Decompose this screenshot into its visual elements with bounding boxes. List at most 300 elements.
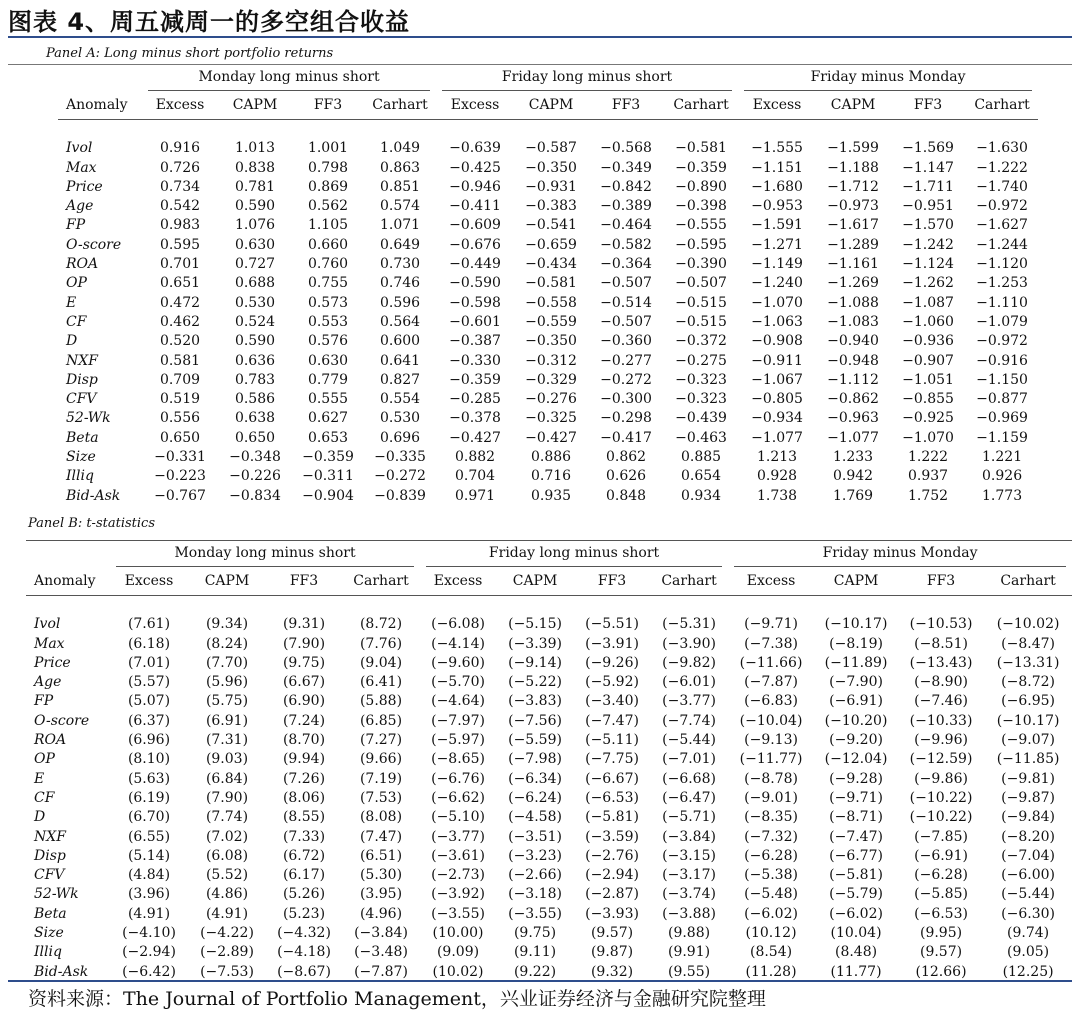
value-cell: (9.31) bbox=[282, 616, 326, 633]
panel-b-column-header-row bbox=[26, 567, 1072, 596]
value-cell: (6.72) bbox=[282, 847, 326, 864]
value-cell: (−5.22) bbox=[508, 674, 562, 691]
column-header: FF3 bbox=[574, 567, 650, 596]
panel-a-group-spacer bbox=[58, 65, 142, 91]
value-cell: (−8.71) bbox=[829, 809, 883, 826]
value-cell: 0.573 bbox=[307, 294, 349, 311]
value-cell: (−10.04) bbox=[739, 712, 803, 729]
value-cell: 0.581 bbox=[159, 352, 201, 369]
value-cell: (−9.96) bbox=[914, 732, 968, 749]
value-cell: (12.66) bbox=[915, 963, 967, 980]
value-cell: 0.576 bbox=[307, 333, 349, 350]
table-row bbox=[26, 712, 1072, 731]
value-cell: (6.91) bbox=[205, 712, 249, 729]
value-cell: (−2.76) bbox=[585, 847, 639, 864]
value-cell: −0.842 bbox=[600, 178, 652, 195]
value-cell: (6.96) bbox=[127, 732, 171, 749]
spacer-cell bbox=[26, 596, 1072, 616]
value-cell: 0.942 bbox=[833, 468, 874, 485]
value-cell: (−8.72) bbox=[1001, 674, 1055, 691]
value-cell: (−9.71) bbox=[829, 789, 883, 806]
value-cell: (9.75) bbox=[282, 654, 326, 671]
source-note: 资料来源：The Journal of Portfolio Management，兴业证券经济与金融研究院整理 bbox=[28, 988, 766, 1010]
panel-a-group-label: Friday minus Monday bbox=[744, 65, 1032, 91]
value-cell: (−3.83) bbox=[508, 693, 562, 710]
value-cell: 0.709 bbox=[159, 371, 201, 388]
panel-a-column-header-row bbox=[58, 91, 1038, 120]
value-cell: (−4.22) bbox=[200, 925, 254, 942]
value-cell: −0.427 bbox=[525, 429, 577, 446]
panel-b-body bbox=[26, 596, 1072, 982]
table-row bbox=[58, 236, 1038, 255]
value-cell: (8.70) bbox=[282, 732, 326, 749]
value-cell: (8.54) bbox=[749, 944, 793, 961]
anomaly-name-cell: D bbox=[34, 809, 46, 826]
panel-a-group-label: Friday long minus short bbox=[442, 65, 732, 91]
value-cell: 0.654 bbox=[680, 468, 722, 485]
panel-b-title: Panel B: t-statistics bbox=[28, 516, 155, 531]
value-cell: −1.150 bbox=[976, 371, 1028, 388]
value-cell: −0.559 bbox=[525, 313, 577, 330]
value-cell: (−3.51) bbox=[508, 828, 562, 845]
value-cell: (−2.94) bbox=[122, 944, 176, 961]
value-cell: −0.275 bbox=[675, 352, 727, 369]
value-cell: (−12.59) bbox=[909, 751, 973, 768]
value-cell: (4.91) bbox=[205, 905, 249, 922]
value-cell: −0.417 bbox=[600, 429, 652, 446]
value-cell: (−6.24) bbox=[508, 789, 562, 806]
table-row bbox=[58, 332, 1038, 351]
value-cell: −0.834 bbox=[229, 487, 281, 504]
value-cell: (−6.28) bbox=[744, 847, 798, 864]
value-cell: (−7.97) bbox=[431, 712, 485, 729]
value-cell: −0.590 bbox=[449, 275, 501, 292]
column-header: Excess bbox=[142, 91, 218, 120]
value-cell: 0.462 bbox=[159, 313, 201, 330]
value-cell: −0.398 bbox=[675, 198, 727, 215]
value-cell: (7.47) bbox=[359, 828, 403, 845]
value-cell: 0.626 bbox=[605, 468, 647, 485]
value-cell: 1.105 bbox=[307, 217, 349, 234]
value-cell: (9.87) bbox=[590, 944, 634, 961]
table-row bbox=[26, 789, 1072, 808]
anomaly-name-cell: FP bbox=[34, 693, 54, 710]
value-cell: −0.272 bbox=[374, 468, 426, 485]
value-cell: (9.57) bbox=[590, 925, 634, 942]
value-cell: (−6.42) bbox=[122, 963, 176, 980]
value-cell: −0.378 bbox=[449, 410, 501, 427]
value-cell: (−5.15) bbox=[508, 616, 562, 633]
value-cell: (−6.02) bbox=[744, 905, 798, 922]
value-cell: (−9.84) bbox=[1001, 809, 1055, 826]
value-cell: (−5.85) bbox=[914, 886, 968, 903]
value-cell: 0.934 bbox=[680, 487, 722, 504]
column-header: Excess bbox=[420, 567, 496, 596]
table-row bbox=[58, 313, 1038, 332]
value-cell: (9.57) bbox=[919, 944, 963, 961]
value-cell: 0.472 bbox=[159, 294, 201, 311]
value-cell: −1.240 bbox=[751, 275, 803, 292]
value-cell: (−10.20) bbox=[824, 712, 888, 729]
value-cell: −1.124 bbox=[902, 256, 954, 273]
column-header: CAPM bbox=[816, 91, 890, 120]
table-row bbox=[26, 847, 1072, 866]
value-cell: 0.726 bbox=[159, 159, 201, 176]
value-cell: −0.272 bbox=[600, 371, 652, 388]
table-row bbox=[26, 885, 1072, 904]
panel-a-group-row bbox=[58, 65, 1038, 91]
value-cell: 0.524 bbox=[234, 313, 276, 330]
value-cell: 0.937 bbox=[908, 468, 949, 485]
value-cell: 0.562 bbox=[307, 198, 349, 215]
value-cell: 0.688 bbox=[234, 275, 276, 292]
value-cell: (−4.32) bbox=[277, 925, 331, 942]
value-cell: 0.641 bbox=[379, 352, 421, 369]
value-cell: −1.242 bbox=[902, 236, 954, 253]
value-cell: (7.90) bbox=[205, 789, 249, 806]
value-cell: 0.586 bbox=[234, 391, 276, 408]
value-cell: (−3.91) bbox=[585, 635, 639, 652]
value-cell: (−3.40) bbox=[585, 693, 639, 710]
value-cell: 0.755 bbox=[307, 275, 349, 292]
value-cell: 1.233 bbox=[833, 449, 874, 466]
value-cell: (11.28) bbox=[745, 963, 797, 980]
panel-b-group-label: Friday long minus short bbox=[426, 541, 722, 567]
value-cell: −0.507 bbox=[675, 275, 727, 292]
value-cell: 1.773 bbox=[982, 487, 1023, 504]
value-cell: (7.74) bbox=[205, 809, 249, 826]
value-cell: −0.767 bbox=[154, 487, 206, 504]
anomaly-name-cell: ROA bbox=[34, 732, 67, 749]
column-header-anomaly: Anomaly bbox=[26, 567, 110, 596]
value-cell: 0.928 bbox=[757, 468, 798, 485]
value-cell: −0.568 bbox=[600, 140, 652, 157]
value-cell: −0.330 bbox=[449, 352, 501, 369]
value-cell: −1.077 bbox=[751, 429, 803, 446]
value-cell: (9.74) bbox=[1007, 925, 1050, 942]
value-cell: (12.25) bbox=[1002, 963, 1054, 980]
value-cell: −0.223 bbox=[154, 468, 206, 485]
value-cell: (−12.04) bbox=[824, 751, 888, 768]
value-cell: (−7.90) bbox=[829, 674, 883, 691]
value-cell: 0.574 bbox=[379, 198, 421, 215]
value-cell: (5.23) bbox=[282, 905, 326, 922]
value-cell: −0.934 bbox=[751, 410, 803, 427]
panel-a-table bbox=[58, 65, 1038, 506]
value-cell: −0.916 bbox=[976, 352, 1028, 369]
value-cell: (10.12) bbox=[745, 925, 797, 942]
value-cell: −1.063 bbox=[751, 313, 803, 330]
value-cell: (−9.28) bbox=[829, 770, 883, 787]
anomaly-name-cell: D bbox=[66, 333, 78, 350]
value-cell: 0.553 bbox=[307, 313, 349, 330]
value-cell: (−3.77) bbox=[662, 693, 716, 710]
value-cell: (4.96) bbox=[359, 905, 403, 922]
value-cell: −0.972 bbox=[976, 198, 1028, 215]
value-cell: 0.650 bbox=[159, 429, 201, 446]
value-cell: −0.907 bbox=[902, 352, 954, 369]
anomaly-name-cell: 52-Wk bbox=[66, 410, 111, 427]
column-header-anomaly: Anomaly bbox=[58, 91, 142, 120]
value-cell: (−6.53) bbox=[914, 905, 968, 922]
value-cell: −0.595 bbox=[675, 236, 727, 253]
value-cell: (−3.55) bbox=[431, 905, 485, 922]
value-cell: (−4.14) bbox=[431, 635, 485, 652]
value-cell: (−6.76) bbox=[431, 770, 485, 787]
value-cell: −0.676 bbox=[449, 236, 501, 253]
value-cell: 0.746 bbox=[379, 275, 421, 292]
value-cell: (7.90) bbox=[282, 635, 326, 652]
value-cell: (−4.58) bbox=[508, 809, 562, 826]
anomaly-name-cell: NXF bbox=[66, 352, 98, 369]
value-cell: −0.226 bbox=[229, 468, 281, 485]
value-cell: −1.627 bbox=[976, 217, 1028, 234]
table-row bbox=[58, 178, 1038, 197]
value-cell: −0.285 bbox=[449, 391, 501, 408]
column-header: Carhart bbox=[664, 91, 738, 120]
value-cell: −0.350 bbox=[525, 333, 577, 350]
anomaly-name-cell: Age bbox=[34, 674, 62, 691]
anomaly-name-cell: OP bbox=[34, 751, 55, 768]
value-cell: (−7.47) bbox=[829, 828, 883, 845]
value-cell: −1.051 bbox=[902, 371, 954, 388]
title-divider bbox=[8, 36, 1072, 38]
anomaly-name-cell: E bbox=[66, 294, 77, 311]
value-cell: −0.581 bbox=[675, 140, 727, 157]
value-cell: −0.925 bbox=[902, 410, 954, 427]
table-row bbox=[58, 371, 1038, 390]
spacer-cell bbox=[58, 120, 1038, 140]
value-cell: 0.630 bbox=[307, 352, 349, 369]
value-cell: −0.325 bbox=[525, 410, 577, 427]
value-cell: −0.311 bbox=[302, 468, 354, 485]
value-cell: (−8.78) bbox=[744, 770, 798, 787]
value-cell: 0.886 bbox=[530, 449, 572, 466]
value-cell: −0.973 bbox=[827, 198, 879, 215]
value-cell: (−6.00) bbox=[1001, 867, 1055, 884]
value-cell: (−7.47) bbox=[585, 712, 639, 729]
table-row bbox=[26, 828, 1072, 847]
value-cell: (9.75) bbox=[513, 925, 557, 942]
value-cell: (−11.66) bbox=[739, 654, 803, 671]
value-cell: (−9.86) bbox=[914, 770, 968, 787]
anomaly-name-cell: CFV bbox=[66, 391, 97, 408]
table-row bbox=[26, 615, 1072, 634]
value-cell: −0.350 bbox=[525, 159, 577, 176]
column-header: CAPM bbox=[514, 91, 588, 120]
value-cell: −0.514 bbox=[600, 294, 652, 311]
table-row bbox=[58, 159, 1038, 178]
value-cell: (−5.70) bbox=[431, 674, 485, 691]
value-cell: (−6.91) bbox=[914, 847, 968, 864]
value-cell: (−9.26) bbox=[585, 654, 639, 671]
value-cell: −0.931 bbox=[525, 178, 577, 195]
value-cell: (7.53) bbox=[359, 789, 403, 806]
value-cell: −1.222 bbox=[976, 159, 1028, 176]
value-cell: (−3.23) bbox=[508, 847, 562, 864]
value-cell: −0.805 bbox=[751, 391, 803, 408]
value-cell: 0.649 bbox=[379, 236, 421, 253]
value-cell: −0.639 bbox=[449, 140, 501, 157]
table-row bbox=[58, 429, 1038, 448]
value-cell: −0.908 bbox=[751, 333, 803, 350]
value-cell: (−8.47) bbox=[1001, 635, 1055, 652]
value-cell: (6.90) bbox=[282, 693, 326, 710]
value-cell: (9.94) bbox=[282, 751, 326, 768]
value-cell: −0.598 bbox=[449, 294, 501, 311]
value-cell: (−5.71) bbox=[662, 809, 716, 826]
value-cell: −0.601 bbox=[449, 313, 501, 330]
panel-a-body bbox=[58, 120, 1038, 506]
value-cell: (9.03) bbox=[205, 751, 249, 768]
value-cell: 1.769 bbox=[833, 487, 874, 504]
value-cell: −0.449 bbox=[449, 256, 501, 273]
value-cell: (−3.90) bbox=[662, 635, 716, 652]
value-cell: −0.335 bbox=[374, 449, 426, 466]
value-cell: (−6.83) bbox=[744, 693, 798, 710]
value-cell: −0.427 bbox=[449, 429, 501, 446]
anomaly-name-cell: Size bbox=[66, 449, 96, 466]
value-cell: (−3.39) bbox=[508, 635, 562, 652]
anomaly-name-cell: FP bbox=[66, 217, 86, 234]
value-cell: −0.855 bbox=[902, 391, 954, 408]
table-row bbox=[58, 255, 1038, 274]
value-cell: −1.120 bbox=[976, 256, 1028, 273]
value-cell: 0.600 bbox=[379, 333, 421, 350]
value-cell: (−7.56) bbox=[508, 712, 562, 729]
spacer-row bbox=[26, 596, 1072, 616]
value-cell: (9.22) bbox=[513, 963, 557, 980]
value-cell: (10.04) bbox=[830, 925, 882, 942]
value-cell: 0.783 bbox=[234, 371, 276, 388]
value-cell: (−5.97) bbox=[431, 732, 485, 749]
value-cell: (5.30) bbox=[359, 867, 403, 884]
value-cell: (3.95) bbox=[359, 886, 403, 903]
value-cell: (9.91) bbox=[667, 944, 711, 961]
value-cell: (−6.08) bbox=[431, 616, 485, 633]
table-row bbox=[58, 274, 1038, 293]
column-header: FF3 bbox=[266, 567, 342, 596]
value-cell: 0.519 bbox=[159, 391, 201, 408]
value-cell: (7.31) bbox=[205, 732, 249, 749]
value-cell: (−6.53) bbox=[585, 789, 639, 806]
value-cell: −0.389 bbox=[600, 198, 652, 215]
value-cell: −0.948 bbox=[827, 352, 879, 369]
value-cell: −0.969 bbox=[976, 410, 1028, 427]
value-cell: (−7.04) bbox=[1001, 847, 1055, 864]
value-cell: (−3.61) bbox=[431, 847, 485, 864]
value-cell: (8.24) bbox=[205, 635, 249, 652]
anomaly-name-cell: O-score bbox=[66, 236, 122, 253]
anomaly-name-cell: Beta bbox=[34, 905, 67, 922]
bottom-divider bbox=[8, 980, 1072, 982]
value-cell: −1.253 bbox=[976, 275, 1028, 292]
value-cell: 0.630 bbox=[234, 236, 276, 253]
value-cell: −0.298 bbox=[600, 410, 652, 427]
table-row bbox=[58, 467, 1038, 486]
column-header: Excess bbox=[436, 91, 514, 120]
value-cell: −0.541 bbox=[525, 217, 577, 234]
value-cell: (−6.34) bbox=[508, 770, 562, 787]
value-cell: −0.300 bbox=[600, 391, 652, 408]
value-cell: (11.77) bbox=[830, 963, 882, 980]
value-cell: −1.088 bbox=[827, 294, 879, 311]
anomaly-name-cell: CFV bbox=[34, 867, 65, 884]
value-cell: 0.882 bbox=[454, 449, 496, 466]
table-row bbox=[58, 409, 1038, 428]
value-cell: 0.595 bbox=[159, 236, 201, 253]
panel-b-group-header bbox=[110, 541, 420, 567]
value-cell: −1.110 bbox=[976, 294, 1028, 311]
value-cell: −0.329 bbox=[525, 371, 577, 388]
value-cell: (5.75) bbox=[205, 693, 249, 710]
value-cell: (7.19) bbox=[359, 770, 403, 787]
value-cell: (3.96) bbox=[127, 886, 171, 903]
value-cell: (−3.55) bbox=[508, 905, 562, 922]
value-cell: (−5.79) bbox=[829, 886, 883, 903]
value-cell: (−5.38) bbox=[744, 867, 798, 884]
column-header: Carhart bbox=[650, 567, 728, 596]
value-cell: (6.37) bbox=[127, 712, 171, 729]
value-cell: (−3.93) bbox=[585, 905, 639, 922]
value-cell: (−8.35) bbox=[744, 809, 798, 826]
value-cell: −0.877 bbox=[976, 391, 1028, 408]
value-cell: −0.904 bbox=[302, 487, 354, 504]
value-cell: 0.651 bbox=[159, 275, 201, 292]
column-header: FF3 bbox=[588, 91, 664, 120]
value-cell: −1.269 bbox=[827, 275, 879, 292]
table-row bbox=[58, 294, 1038, 313]
value-cell: −1.570 bbox=[902, 217, 954, 234]
value-cell: (−6.62) bbox=[431, 789, 485, 806]
value-cell: (−9.60) bbox=[431, 654, 485, 671]
table-row bbox=[58, 448, 1038, 467]
value-cell: (−9.07) bbox=[1001, 732, 1055, 749]
value-cell: (−6.68) bbox=[662, 770, 716, 787]
value-cell: (−5.10) bbox=[431, 809, 485, 826]
value-cell: (5.14) bbox=[127, 847, 171, 864]
value-cell: (−6.30) bbox=[1001, 905, 1055, 922]
value-cell: −1.087 bbox=[902, 294, 954, 311]
value-cell: −1.289 bbox=[827, 236, 879, 253]
value-cell: (6.67) bbox=[282, 674, 326, 691]
value-cell: −0.951 bbox=[902, 198, 954, 215]
value-cell: (−7.87) bbox=[744, 674, 798, 691]
value-cell: (−5.81) bbox=[585, 809, 639, 826]
panel-a-group-header bbox=[738, 65, 1038, 91]
value-cell: −0.515 bbox=[675, 313, 727, 330]
value-cell: 0.555 bbox=[307, 391, 349, 408]
value-cell: 0.760 bbox=[307, 256, 349, 273]
value-cell: (−8.65) bbox=[431, 751, 485, 768]
value-cell: (−4.64) bbox=[431, 693, 485, 710]
value-cell: −1.151 bbox=[751, 159, 803, 176]
anomaly-name-cell: Size bbox=[34, 925, 64, 942]
value-cell: (7.02) bbox=[205, 828, 249, 845]
value-cell: (−8.19) bbox=[829, 635, 883, 652]
value-cell: 0.926 bbox=[982, 468, 1023, 485]
value-cell: (−3.84) bbox=[354, 925, 408, 942]
value-cell: −1.617 bbox=[827, 217, 879, 234]
value-cell: (7.27) bbox=[359, 732, 403, 749]
value-cell: 0.636 bbox=[234, 352, 276, 369]
column-header: FF3 bbox=[890, 91, 966, 120]
panel-b-group-label: Friday minus Monday bbox=[734, 541, 1066, 567]
value-cell: (−10.33) bbox=[909, 712, 973, 729]
value-cell: −0.359 bbox=[449, 371, 501, 388]
table-row bbox=[26, 808, 1072, 827]
value-cell: (−7.75) bbox=[585, 751, 639, 768]
